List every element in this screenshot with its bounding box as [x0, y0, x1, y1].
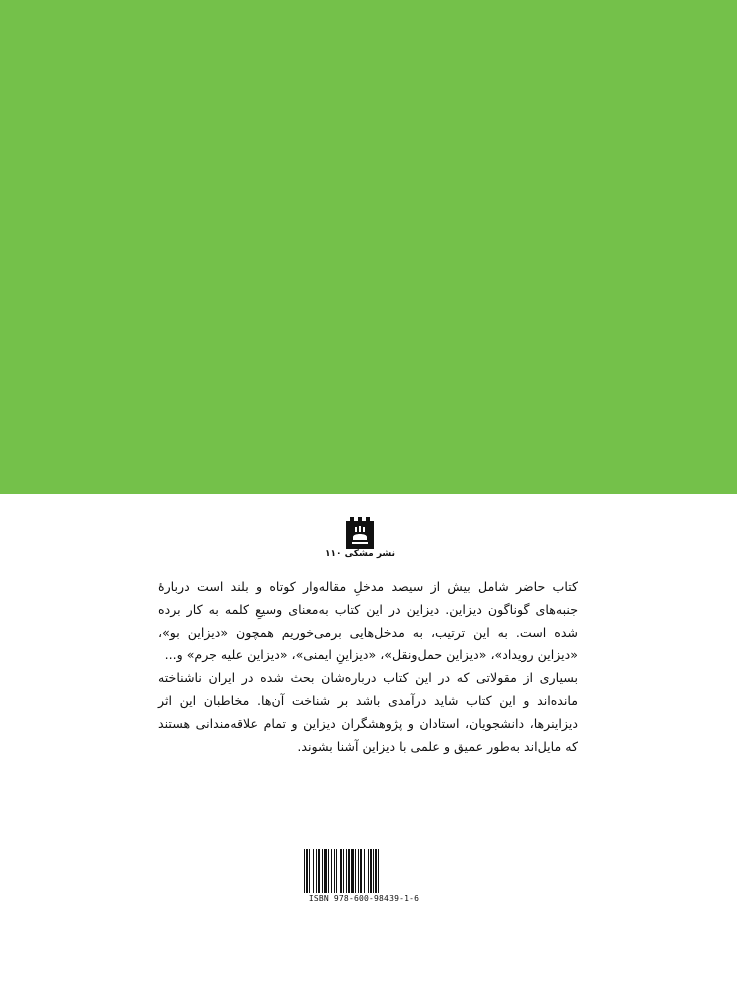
- back-cover-blurb: [158, 576, 578, 758]
- blurb-paragraph-1: کتاب حاضر شامل بیش از سیصد مدخلِ مقاله‌وار کوتاه و بلند است دربارهٔ جنبه‌های گوناگون دیزاین. دیزاین در این کتاب به‌معنای وسیعِ کلمه به کار برده شده است. به این ترتیب، به مدخل‌هایی برمی‌خوریم همچون «دیزاین بو»، «دیزاین رویداد»، «دیزاین حمل‌ونقل»، «دیزاینِ ایمنی»، «دیزاین علیه جرم» و...: [158, 579, 578, 663]
- isbn-text: ISBN 978-600-98439-1-6: [308, 894, 420, 903]
- cover-green-band: [0, 0, 737, 494]
- publisher-caption: نشر مشکی ۱۱۰: [325, 549, 395, 559]
- blurb-paragraph-2: بسیاری از مقولاتی که در این کتاب درباره‌شان بحث شده در ایران ناشناخته مانده‌اند و این کتاب شاید درآمدی باشد بر شناخت آن‌ها. مخاطبان این اثر دیزاینرها، دانشجویان، استادان و پژوهشگران دیزاین و تمام علاقه‌مندانی هستند که مایل‌اند به‌طور عمیق و علمی با دیزاین آشنا بشوند.: [158, 670, 578, 754]
